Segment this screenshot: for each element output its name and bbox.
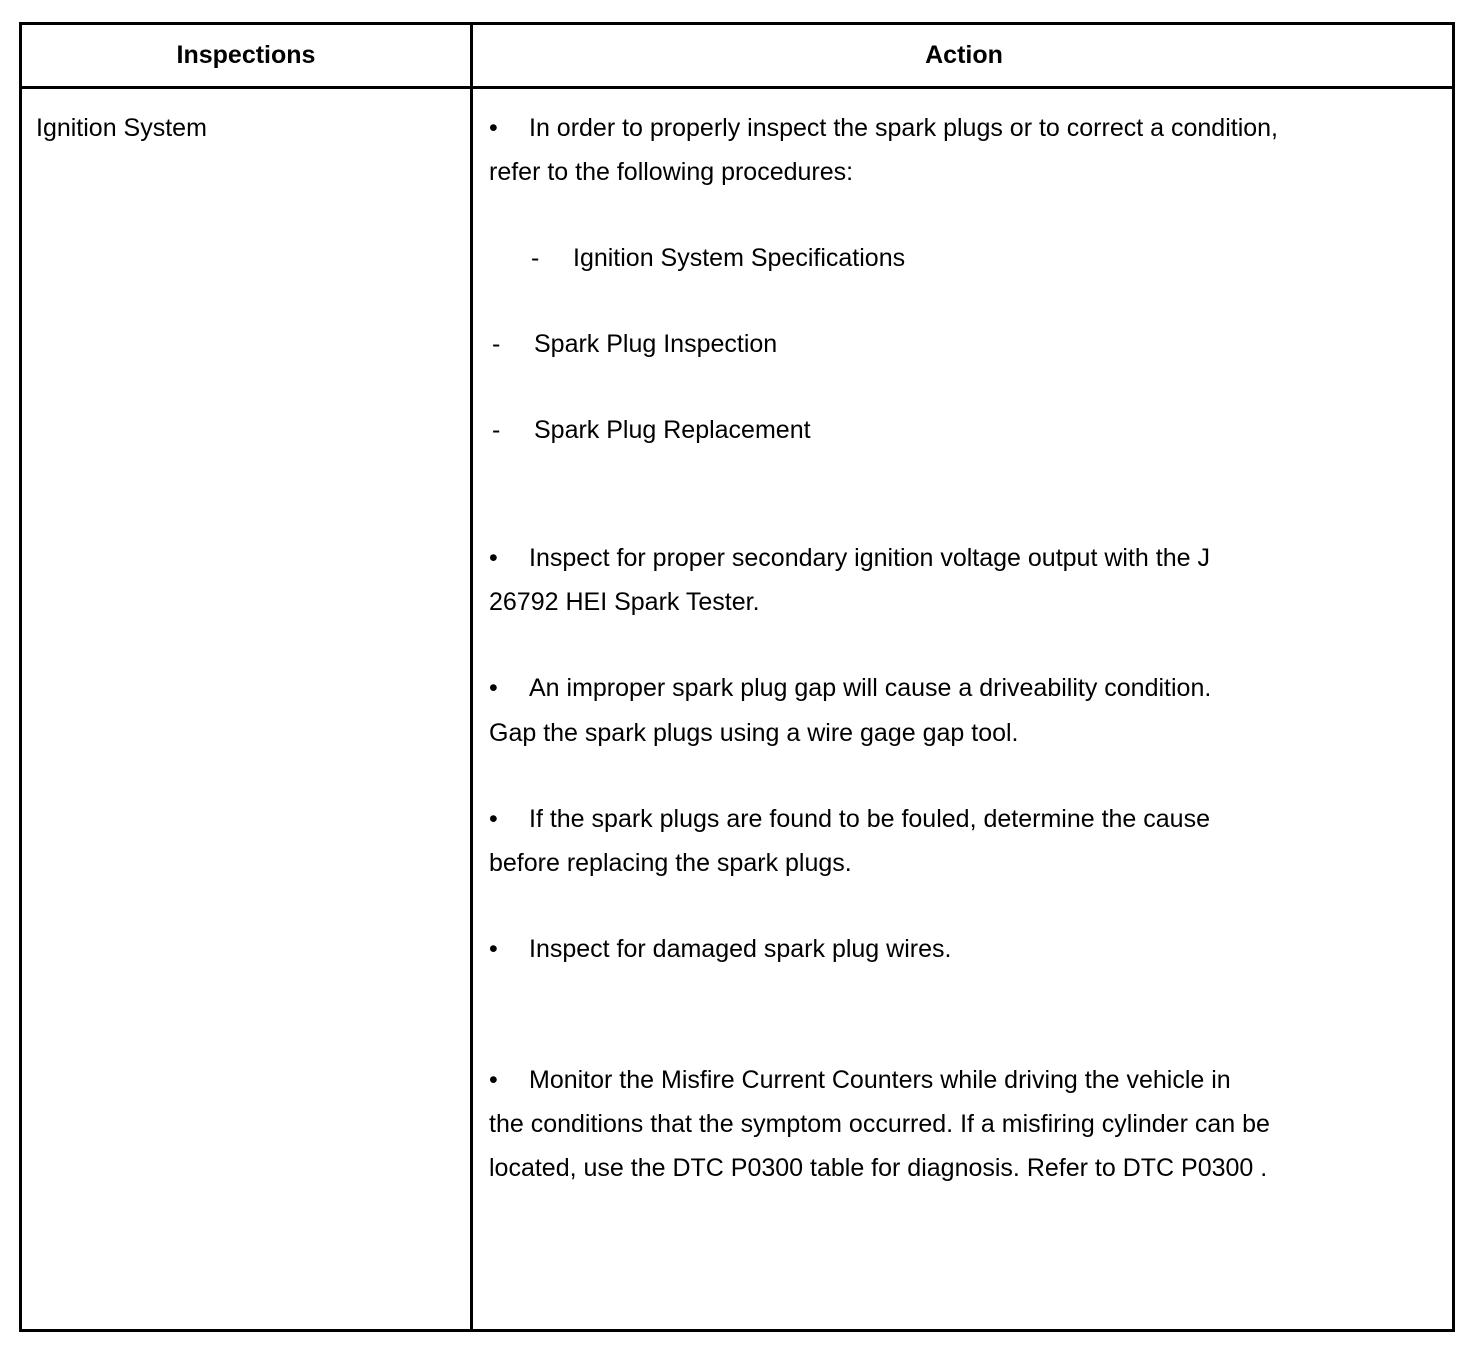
bullet-2-text: Inspect for proper secondary ignition voltage output with the J (529, 544, 1210, 572)
header-action: Action (925, 41, 1003, 69)
column-divider (470, 25, 473, 1329)
bullet-5-line-1 (489, 927, 951, 971)
bullet-6-line-1 (489, 1058, 1231, 1102)
bullet-4-line-1 (489, 797, 1210, 841)
bullet-2-line-2: 26792 HEI Spark Tester. (489, 588, 760, 616)
dash-mark: - (492, 416, 501, 444)
bullet-2-line-1 (489, 536, 1210, 580)
bullet-mark: • (489, 544, 498, 572)
header-inspections: Inspections (176, 41, 316, 69)
bullet-3-text: An improper spark plug gap will cause a driveability condition. (529, 674, 1212, 702)
bullet-mark: • (489, 935, 498, 963)
bullet-mark: • (489, 1066, 498, 1094)
link-spark-plug-replacement[interactable]: Spark Plug Replacement (534, 416, 811, 444)
sub-item-spark-plug-replacement (492, 408, 811, 452)
bullet-mark: • (489, 114, 498, 142)
bullet-1-line-2: refer to the following procedures: (489, 158, 854, 186)
bullet-1-text: In order to properly inspect the spark plugs or to correct a condition, (529, 114, 1278, 142)
sub-item-ignition-specs (531, 236, 905, 280)
bullet-5-text: Inspect for damaged spark plug wires. (529, 935, 952, 963)
bullet-mark: • (489, 674, 498, 702)
inspection-table (19, 22, 1455, 1332)
bullet-3-line-2: Gap the spark plugs using a wire gage gap tool. (489, 719, 1019, 747)
bullet-6-text: Monitor the Misfire Current Counters while driving the vehicle in (529, 1066, 1231, 1094)
bullet-6-line-2: the conditions that the symptom occurred. If a misfiring cylinder can be (489, 1110, 1270, 1138)
dash-mark: - (492, 330, 501, 358)
bullet-3-line-1 (489, 666, 1211, 710)
table-header-row (22, 25, 1452, 89)
bullet-mark: • (489, 805, 498, 833)
sub-item-spark-plug-inspection (492, 322, 777, 366)
link-spark-plug-inspection[interactable]: Spark Plug Inspection (534, 330, 778, 358)
bullet-4-text: If the spark plugs are found to be fouled, determine the cause (529, 805, 1210, 833)
inspection-ignition-system: Ignition System (36, 114, 207, 142)
link-ignition-system-specifications[interactable]: Ignition System Specifications (573, 244, 906, 272)
bullet-4-line-2: before replacing the spark plugs. (489, 849, 852, 877)
dash-mark: - (531, 244, 540, 272)
bullet-1-line-1 (489, 106, 1278, 150)
bullet-6-line-3: located, use the DTC P0300 table for diagnosis. Refer to DTC P0300 . (489, 1154, 1268, 1182)
